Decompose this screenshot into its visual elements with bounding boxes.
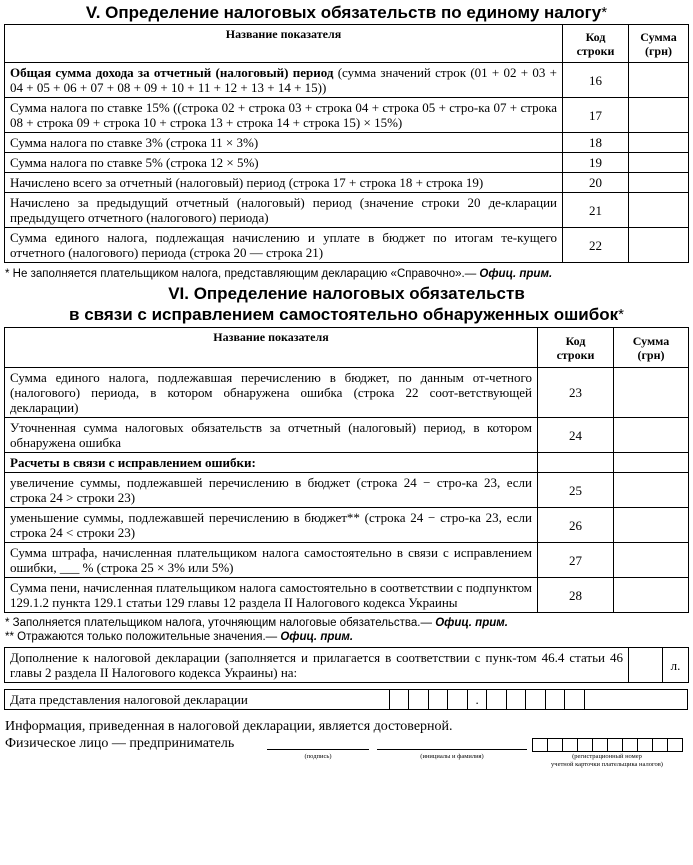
date-month-digit[interactable]	[448, 690, 468, 710]
row-sum-field[interactable]	[614, 578, 689, 613]
header-name: Название показателя	[5, 25, 563, 63]
row-label: Сумма штрафа, начисленная плательщиком налога самостоятельно в связи с исправлением ошибки, ___ % (строка 25 × 3% или 5%)	[5, 543, 538, 578]
row-code: 23	[538, 368, 614, 418]
row-label: Уточненная сумма налоговых обязательств за отчетный (налоговый) период, в котором обнаружена ошибка	[5, 418, 538, 453]
row-sum-field[interactable]	[614, 543, 689, 578]
row-sum-field[interactable]	[629, 153, 689, 173]
row-sum-field[interactable]	[614, 473, 689, 508]
table-header	[5, 328, 689, 368]
section6-table	[4, 327, 689, 613]
table-row	[5, 473, 689, 508]
table-row	[5, 578, 689, 613]
table-row	[5, 193, 689, 228]
table-row	[5, 133, 689, 153]
addendum-sheets-field[interactable]	[629, 648, 663, 683]
row-sum-field[interactable]	[629, 63, 689, 98]
table-row	[5, 173, 689, 193]
addendum-text: Дополнение к налоговой декларации (заполняется и прилагается в соответствии с пунк-том 46.4 статьи 46 главы 2 раздела II Налогового кодекса Украины) на:	[5, 648, 629, 683]
row-sum-field[interactable]	[629, 193, 689, 228]
section5-table	[4, 24, 689, 263]
row-code: 18	[563, 133, 629, 153]
date-day-digit[interactable]	[409, 690, 429, 710]
row-label: Сумма единого налога, подлежавшая перечислению в бюджет, по данным от-четного (налогового) периода, в котором обнаружена ошибка (строка 22 соот-ветствующей декларации)	[5, 368, 538, 418]
row-sum-field[interactable]	[614, 418, 689, 453]
table-row	[5, 228, 689, 263]
date-separator: .	[467, 690, 487, 710]
header-code: Код строки	[563, 25, 629, 63]
registration-digit-box[interactable]	[562, 738, 578, 752]
date-label: Дата представления налоговой декларации	[5, 690, 390, 710]
date-year-digit[interactable]	[545, 690, 565, 710]
name-line[interactable]	[377, 749, 527, 750]
registration-digit-box[interactable]	[547, 738, 563, 752]
date-year-digit[interactable]	[506, 690, 526, 710]
header-name: Название показателя	[5, 328, 538, 368]
row-label: Сумма налога по ставке 3% (строка 11 × 3%)	[5, 133, 563, 153]
row-code: 21	[563, 193, 629, 228]
row-label: Начислено всего за отчетный (налоговый) период (строка 17 + строка 18 + строка 19)	[5, 173, 563, 193]
date-table	[4, 689, 688, 710]
row-sum-field[interactable]	[629, 98, 689, 133]
registration-digit-box[interactable]	[577, 738, 593, 752]
header-sum: Сумма (грн)	[614, 328, 689, 368]
table-row	[5, 63, 689, 98]
table-row	[5, 98, 689, 133]
row-label: Сумма налога по ставке 15% ((строка 02 + строка 03 + строка 04 + строка 05 + стро-ка 07 + строка 08 + строка 09 + строка 10 + строка 13 + строка 14 + строка 15) × 15%)	[5, 98, 563, 133]
table-row	[5, 453, 689, 473]
registration-digit-box[interactable]	[607, 738, 623, 752]
row-code: 19	[563, 153, 629, 173]
row-code: 27	[538, 543, 614, 578]
section6-footnote-2: ** Отражаются только положительные значения.— Офиц. прим.	[5, 631, 354, 643]
row-sum-field[interactable]	[614, 453, 689, 473]
row-code: 16	[563, 63, 629, 98]
signature-block	[5, 735, 693, 769]
row-code: 25	[538, 473, 614, 508]
table-row	[5, 368, 689, 418]
header-sum: Сумма (грн)	[629, 25, 689, 63]
row-sum-field[interactable]	[614, 508, 689, 543]
table-row	[5, 153, 689, 173]
header-code: Код строки	[538, 328, 614, 368]
signer-label: Физическое лицо — предприниматель	[5, 736, 235, 751]
addendum-table	[4, 647, 689, 683]
date-year-digit[interactable]	[565, 690, 585, 710]
section5-title: V. Определение налоговых обязательств по единому налогу*	[85, 3, 608, 22]
row-sum-field[interactable]	[629, 133, 689, 153]
table-row	[5, 418, 689, 453]
registration-digit-box[interactable]	[637, 738, 653, 752]
registration-digit-box[interactable]	[652, 738, 668, 752]
row-label: Сумма единого налога, подлежащая начислению и уплате в бюджет по итогам те-кущего отчетного (налогового) периода (строка 20 — строка 21)	[5, 228, 563, 263]
row-label: увеличение суммы, подлежавшей перечислению в бюджет (строка 24 − стро-ка 23, если строка 24 > строки 23)	[5, 473, 538, 508]
section5-footnote: * Не заполняется плательщиком налога, представляющим декларацию «Справочно».— Офиц. прим.	[5, 268, 553, 280]
date-month-digit[interactable]	[428, 690, 448, 710]
row-code: 24	[538, 418, 614, 453]
registration-digit-box[interactable]	[622, 738, 638, 752]
signature-line[interactable]	[267, 749, 369, 750]
table-row	[5, 543, 689, 578]
date-year-digit[interactable]	[526, 690, 546, 710]
row-code: 20	[563, 173, 629, 193]
row-sum-field[interactable]	[629, 228, 689, 263]
addendum-sheets-suffix: л.	[663, 648, 689, 683]
statement: Информация, приведенная в налоговой декларации, является достоверной.	[5, 719, 453, 734]
row-code: 28	[538, 578, 614, 613]
row-sum-field[interactable]	[614, 368, 689, 418]
row-code: 26	[538, 508, 614, 543]
row-code: 22	[563, 228, 629, 263]
registration-digit-box[interactable]	[592, 738, 608, 752]
row-sum-field[interactable]	[629, 173, 689, 193]
date-year-digit[interactable]	[487, 690, 507, 710]
row-code	[538, 453, 614, 473]
section6-footnote-1: * Заполняется плательщиком налога, уточняющим налоговые обязательства.— Офиц. прим.	[5, 617, 508, 629]
date-blank	[585, 690, 688, 710]
row-label: Сумма пени, начисленная плательщиком налога самостоятельно в соответствии с подпунктом 129.1.2 пункта 129.1 статьи 129 главы 12 раздела II Налогового кодекса Украины	[5, 578, 538, 613]
row-code: 17	[563, 98, 629, 133]
row-label: уменьшение суммы, подлежавшей перечислению в бюджет** (строка 24 − стро-ка 23, если строка 24 < строки 23)	[5, 508, 538, 543]
caption-signature: (подпись)	[304, 753, 332, 760]
caption-name: (инициалы и фамилия)	[420, 753, 484, 760]
caption-registration: (регистрационный номер учетной карточки плательщика налогов)	[551, 753, 663, 768]
row-label: Начислено за предыдущий отчетный (налоговый) период (значение строки 20 де-кларации предыдущего отчетного (налогового) периода)	[5, 193, 563, 228]
row-label: Общая сумма дохода за отчетный (налоговый) период (сумма значений строк (01 + 02 + 03 + 04 + 05 + 06 + 07 + 08 + 09 + 10 + 11 + 12 + 13 + 14 + 15))	[5, 63, 563, 98]
row-label: Расчеты в связи с исправлением ошибки:	[5, 453, 538, 473]
date-day-digit[interactable]	[389, 690, 409, 710]
table-header	[5, 25, 689, 63]
registration-digit-box[interactable]	[532, 738, 548, 752]
row-label: Сумма налога по ставке 5% (строка 12 × 5%)	[5, 153, 563, 173]
registration-digit-box[interactable]	[667, 738, 683, 752]
table-row	[5, 508, 689, 543]
registration-number-boxes	[533, 738, 683, 752]
section6-title: VI. Определение налоговых обязательств в связи с исправлением самостоятельно обнаруженных ошибок*	[69, 284, 624, 324]
